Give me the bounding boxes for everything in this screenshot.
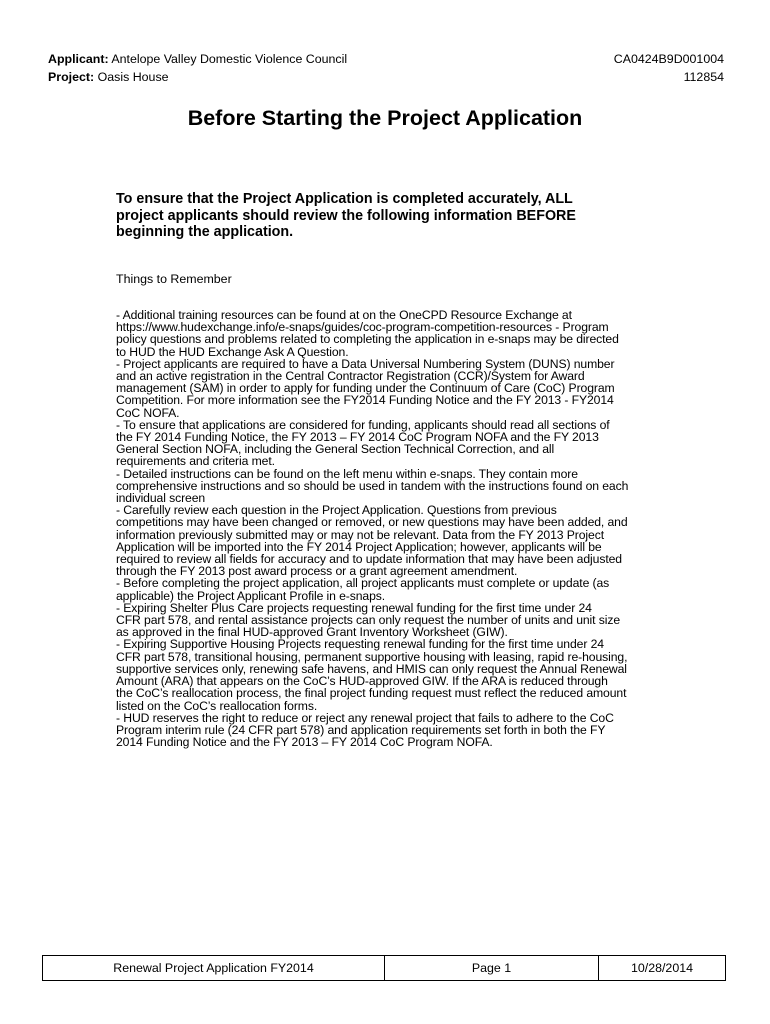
applicant-name: Antelope Valley Domestic Violence Council	[111, 52, 348, 66]
project-info	[48, 68, 169, 86]
project-label: Project:	[48, 70, 95, 84]
applicant-label: Applicant:	[48, 52, 109, 66]
applicant-row	[48, 50, 724, 68]
footer-date: 10/28/2014	[630, 961, 693, 975]
application-id: CA0424B9D001004	[613, 52, 724, 66]
project-number: 112854	[683, 70, 724, 84]
applicant-info	[48, 50, 347, 68]
footer-page-number: Page 1	[385, 956, 599, 980]
intro-paragraph: To ensure that the Project Application is completed accurately, ALL project applicants should review the following information BEFORE beginning the application.	[116, 191, 576, 240]
page-title: Before Starting the Project Application	[187, 106, 583, 130]
project-name: Oasis House	[97, 70, 169, 84]
project-row	[48, 68, 724, 86]
page-header	[48, 50, 724, 86]
page-footer	[42, 955, 726, 981]
instructions-body: - Additional training resources can be found at on the OneCPD Resource Exchange at https://www.hudexchange.info/e-snaps/guides/coc-program-competition-resources - Program policy questions and problems related to completing the application in e-snaps may be directed to HUD the HUD Exchange Ask A Question. - Project applicants are required to have a Data Universal Numbering System (DUNS) number and an active registration in the Central Contractor Registration (CCR)/System for Award management (SAM) in order to apply for funding under the Continuum of Care (CoC) Program Competition. For more information see the FY2014 Funding Notice and the FY 2013 - FY2014 CoC NOFA. - To ensure that applications are considered for funding, applicants should read all sections of the FY 2014 Funding Notice, the FY 2013 – FY 2014 CoC Program NOFA and the FY 2013 General Section NOFA, including the General Section Technical Correction, and all requirements and criteria met. - Detailed instructions can be found on the left menu within e-snaps. They contain more comprehensive instructions and so should be used in tandem with the instructions found on each individual screen - Carefully review each question in the Project Application. Questions from previous competitions may have been changed or removed, or new questions may have been added, and information previously submitted may or may not be relevant. Data from the FY 2013 Project Application will be imported into the FY 2014 Project Application; however, applicants will be required to review all fields for accuracy and to update information that may have been adjusted through the FY 2013 post award process or a grant agreement amendment. - Before completing the project application, all project applicants must complete or update (as applicable) the Project Applicant Profile in e-snaps. - Expiring Shelter Plus Care projects requesting renewal funding for the first time under 24 CFR part 578, and rental assistance projects can only request the number of units and unit size as approved in the final HUD-approved Grant Inventory Worksheet (GIW). - Expiring Supportive Housing Projects requesting renewal funding for the first time under 24 CFR part 578, transitional housing, permanent supportive housing with leasing, rapid re-housing, supportive services only, renewing safe havens, and HMIS can only request the Annual Renewal Amount (ARA) that appears on the CoC’s HUD-approved GIW. If the ARA is reduced through the CoC’s reallocation process, the final project funding request must reflect the reduced amount listed on the CoC’s reallocation forms. - HUD reserves the right to reduce or reject any renewal project that fails to adhere to the CoC Program interim rule (24 CFR part 578) and application requirements set forth in both the FY 2014 Funding Notice and the FY 2013 – FY 2014 CoC Program NOFA.	[116, 308, 629, 750]
footer-application-type: Renewal Project Application FY2014	[43, 956, 385, 980]
things-to-remember-heading: Things to Remember	[116, 272, 232, 286]
